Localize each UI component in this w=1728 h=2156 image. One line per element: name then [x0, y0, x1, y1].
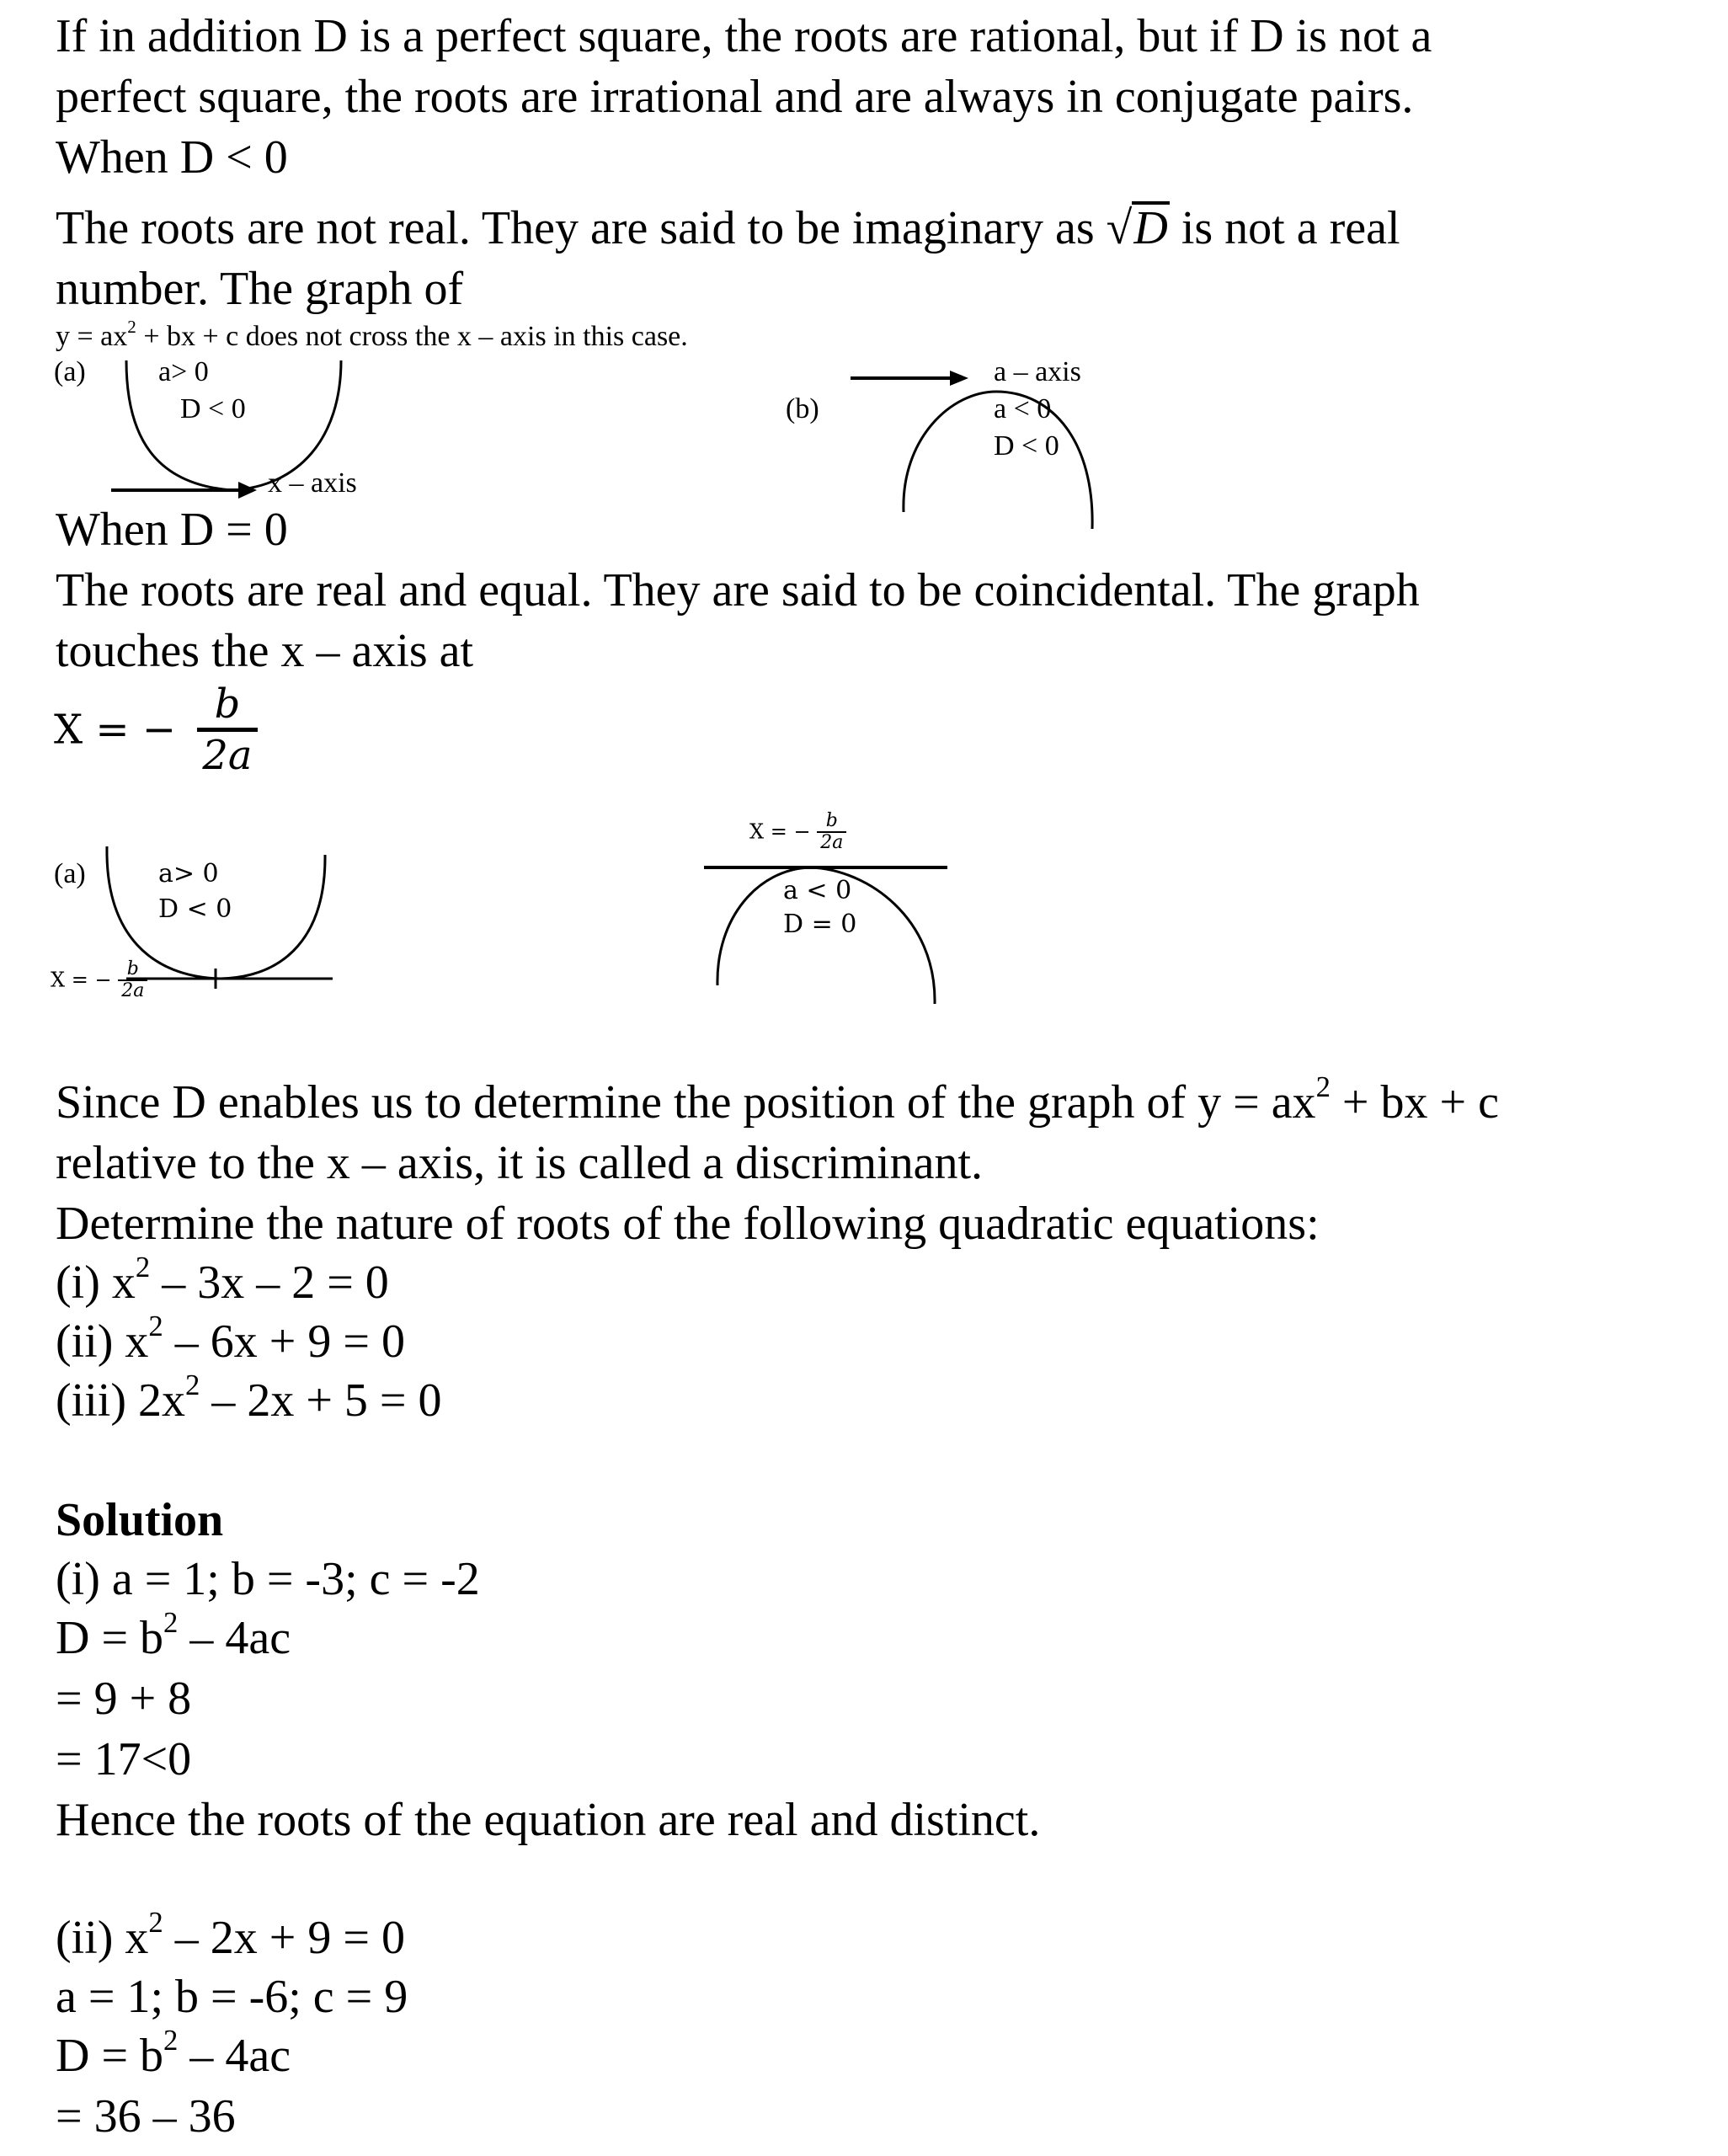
diagram-d0a-fraction	[118, 959, 147, 1001]
paragraph-coincidental-line1: The roots are real and equal. They are said to be coincidental. The graph	[56, 564, 1420, 616]
diagram-d0b-x-eq: X = −	[749, 819, 811, 844]
diagram-d0a-num: b	[118, 959, 147, 981]
text-before-sqrt: The roots are not real. They are said to be imaginary as	[56, 202, 1107, 254]
eq-post: + bx + c does not cross the x – axis in this case.	[136, 321, 688, 352]
diagram-d0a-formula	[51, 957, 147, 1002]
eq-pre: y = ax	[56, 321, 128, 352]
diagram-b-cond-d: D < 0	[994, 430, 1059, 462]
exercise-rest: – 2x + 5 = 0	[200, 1374, 442, 1427]
text-sup: 2	[1315, 1070, 1331, 1104]
paragraph-perfect-square-line2: perfect square, the roots are irrational and are always in conjugate pairs.	[56, 71, 1414, 123]
paragraph-coincidental-line2: touches the x – axis at	[56, 625, 474, 677]
solution-i-step2: = 17<0	[56, 1733, 192, 1785]
diagram-b-axis-label: a – axis	[994, 356, 1081, 387]
exercise-label: (iii) 2x	[56, 1374, 185, 1427]
d-post: – 4ac	[178, 2030, 291, 2082]
exercise-sup: 2	[135, 1251, 151, 1284]
eq-sup: 2	[127, 316, 136, 337]
eq-sup: 2	[148, 1906, 163, 1940]
diagram-a-axis-label: x – axis	[268, 467, 357, 499]
d-sup: 2	[163, 1606, 179, 1640]
d-sup: 2	[163, 2024, 179, 2057]
solution-i-step1: = 9 + 8	[56, 1673, 192, 1725]
diagram-d0b-formula	[749, 808, 846, 854]
exercise-label: (ii) x	[56, 1315, 149, 1368]
solution-ii-discriminant-formula	[56, 2026, 291, 2085]
diagram-d0b-den: 2a	[820, 831, 844, 853]
exercise-i	[56, 1253, 389, 1312]
formula-fraction	[197, 680, 257, 779]
radical-icon: √	[1106, 202, 1133, 254]
diagram-d0b-cond-a: a < 0	[783, 876, 852, 905]
diagram-d0b-fraction	[817, 811, 846, 853]
d-pre: D = b	[56, 2030, 164, 2082]
paragraph-discriminant-line2: relative to the x – axis, it is called a discriminant.	[56, 1137, 984, 1189]
d-pre: D = b	[56, 1612, 164, 1664]
heading-when-d-equals-zero: When D = 0	[56, 504, 288, 556]
diagram-d0a-minus: −	[94, 968, 112, 992]
exercise-rest: – 3x – 2 = 0	[150, 1257, 389, 1309]
solution-i-conclusion: Hence the roots of the equation are real and distinct.	[56, 1794, 1041, 1846]
exercise-rest: – 6x + 9 = 0	[163, 1315, 405, 1368]
solution-ii-coefficients: a = 1; b = -6; c = 9	[56, 1971, 408, 2023]
formula-x-equals	[54, 680, 258, 779]
diagram-d0a-den: 2a	[121, 979, 145, 1001]
exercise-iii	[56, 1371, 442, 1430]
sqrt-radicand: D	[1133, 202, 1168, 254]
heading-when-d-less-than-zero: When D < 0	[56, 131, 288, 184]
formula-denominator: 2a	[202, 732, 253, 779]
d-post: – 4ac	[178, 1612, 291, 1664]
diagram-b-cond-a: a < 0	[994, 393, 1052, 424]
paragraph-perfect-square-line1: If in addition D is a perfect square, the roots are rational, but if D is not a	[56, 10, 1432, 62]
formula-lhs: X = −	[54, 706, 177, 754]
diagram-d0a-label: (a)	[54, 858, 86, 889]
diagram-a-cond-a: a> 0	[158, 356, 209, 387]
diagram-d0b-num: b	[817, 811, 846, 833]
paragraph-discriminant-line1	[56, 1070, 1499, 1132]
arrow-head-icon-b	[950, 371, 968, 386]
formula-numerator: b	[197, 680, 257, 732]
paragraph-not-real-line2: number. The graph of	[56, 263, 464, 315]
diagram-a-label: (a)	[54, 356, 86, 387]
solution-ii-step1: = 36 – 36	[56, 2090, 236, 2143]
exercise-sup: 2	[184, 1369, 200, 1402]
text-post: + bx + c	[1330, 1076, 1499, 1129]
diagram-b-label: (b)	[786, 393, 819, 424]
diagram-d0a-x-eq: X =	[51, 968, 88, 992]
arrow-head-icon	[238, 482, 257, 499]
paragraph-determine-nature: Determine the nature of roots of the following quadratic equations:	[56, 1198, 1320, 1250]
diagram-d0b-cond-d: D = 0	[783, 910, 857, 939]
eq-post: – 2x + 9 = 0	[163, 1912, 405, 1964]
diagram-d0a-cond-d: D < 0	[158, 894, 232, 924]
exercise-label: (i) x	[56, 1257, 136, 1309]
exercise-ii	[56, 1312, 405, 1371]
exercise-sup: 2	[148, 1310, 163, 1343]
solution-ii-equation	[56, 1908, 405, 1967]
solution-i-coefficients: (i) a = 1; b = -3; c = -2	[56, 1553, 480, 1605]
diagram-a-cond-d: D < 0	[180, 393, 246, 424]
text-pre: Since D enables us to determine the position of the graph of y = ax	[56, 1076, 1316, 1129]
solution-i-discriminant-formula	[56, 1606, 291, 1668]
diagram-d0a-cond-a: a> 0	[158, 859, 219, 889]
text-after-sqrt: is not a real	[1169, 202, 1400, 254]
eq-pre: (ii) x	[56, 1912, 149, 1964]
solution-heading: Solution	[56, 1494, 224, 1546]
